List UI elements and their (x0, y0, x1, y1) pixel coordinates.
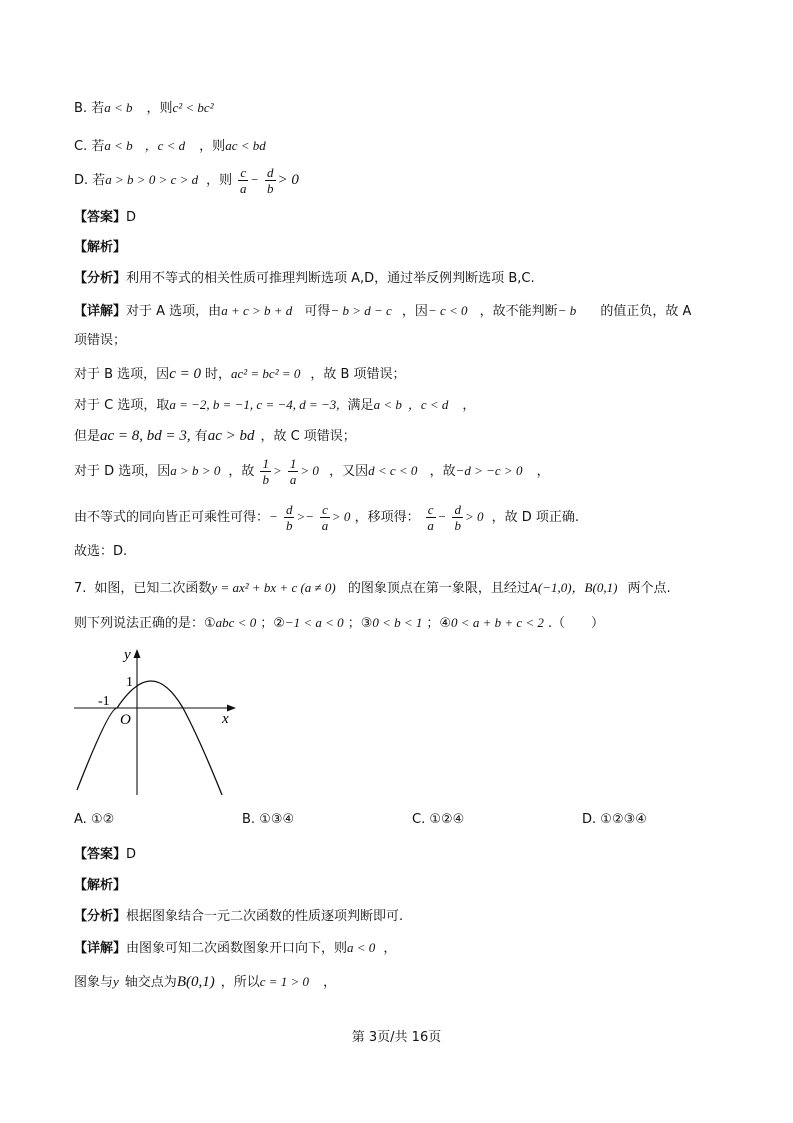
parabola-graph (70, 645, 240, 805)
detail-line-1b: 项错误； (74, 333, 127, 348)
fraction: $\frac{c}{a}$ (239, 165, 247, 196)
detail-line-3: 图象与y 轴交点为B(0,1) ，所以c = 1 > 0 ， (74, 974, 337, 990)
option-c-line: C. 若a < b ，c < d ，则ac < bd (74, 138, 266, 154)
fraction: $\frac{d}{b}$ (285, 502, 293, 533)
choose-line-1: 故选：D. (74, 544, 128, 559)
detail-line-2: 【详解】由图象可知二次函数图象开口向下，则a < 0 ， (74, 940, 397, 956)
fraction: $\frac{d}{b}$ (267, 165, 274, 196)
analysis-heading-1: 【解析】 (74, 240, 127, 255)
option-c: C. ①②④ (412, 812, 465, 827)
origin-label: O (120, 712, 131, 728)
x-tick-label: -1 (98, 694, 110, 709)
detail-line-1: 【详解】对于 A 选项，由a + c > b + d 可得− b > d − c ，因− c < 0 ，故不能判断− b 的值正负，故 A (74, 303, 692, 319)
question-7-line-2: 则下列说法正确的是：①abc < 0 ；②−1 < a < 0 ；③0 < b < 1 ；④0 < a + b + c < 2 .（ ） (74, 615, 605, 631)
option-b-line: B. 若a < b ，则c² < bc² (74, 100, 214, 116)
option-d: D. ①②③④ (582, 812, 647, 827)
x-axis-label: x (222, 711, 229, 727)
analysis-heading-2: 【解析】 (74, 878, 127, 893)
d-analysis-line-2: 由不等式的同向皆正可乘性可得：− $\frac{d}{b}$ >− $\frac{c}{a}$ > 0 ，移项得： $\frac{c}{a}$ − $\frac{d}{b}$ > 0 ，故 D 项正确. (74, 502, 580, 533)
fraction: $\frac{1}{a}$ (289, 456, 297, 487)
fenxi-line-1: 【分析】利用不等式的相关性质可推理判断选项 A,D，通过举反例判断选项 B,C. (74, 271, 535, 286)
page-footer: 第 3页/共 16页 (351, 1030, 442, 1045)
option-b: B. ①③④ (242, 812, 295, 827)
c-analysis-line-2: 但是ac = 8, bd = 3, 有ac > bd ，故 C 项错误； (74, 428, 356, 444)
option-d-line: D. 若a > b > 0 > c > d ，则 $\frac{c}{a}$ − $\frac{d}{b}$ > 0 (74, 165, 299, 196)
answer-line-1: 【答案】D (74, 210, 137, 225)
fraction: $\frac{d}{b}$ (454, 502, 461, 533)
d-analysis-line: 对于 D 选项，因a > b > 0 ，故 $\frac{1}{b}$ > $\frac{1}{a}$ > 0 ，又因d < c < 0 ，故−d > −c > 0 ， (74, 456, 550, 487)
y-axis-arrow (134, 649, 141, 658)
fraction: $\frac{c}{a}$ (321, 502, 329, 533)
fraction: $\frac{c}{a}$ (427, 502, 434, 533)
fenxi-line-2: 【分析】根据图象结合一元二次函数的性质逐项判断即可. (74, 909, 404, 924)
question-7-line-1: 7. 如图，已知二次函数y = ax² + bx + c (a ≠ 0) 的图象顶点在第一象限，且经过A(−1,0)，B(0,1) 两个点. (74, 580, 671, 596)
option-a: A. ①② (74, 812, 115, 827)
y-tick-label: 1 (126, 675, 133, 690)
b-analysis-line: 对于 B 选项，因c = 0 时，ac² = bc² = 0 ，故 B 项错误； (74, 366, 406, 382)
answer-line-2: 【答案】D (74, 847, 137, 862)
fraction: $\frac{1}{b}$ (262, 456, 269, 487)
c-analysis-line: 对于 C 选项，取a = −2, b = −1, c = −4, d = −3, 满足a < b ，c < d ， (74, 397, 476, 413)
y-axis-label: y (124, 647, 131, 663)
